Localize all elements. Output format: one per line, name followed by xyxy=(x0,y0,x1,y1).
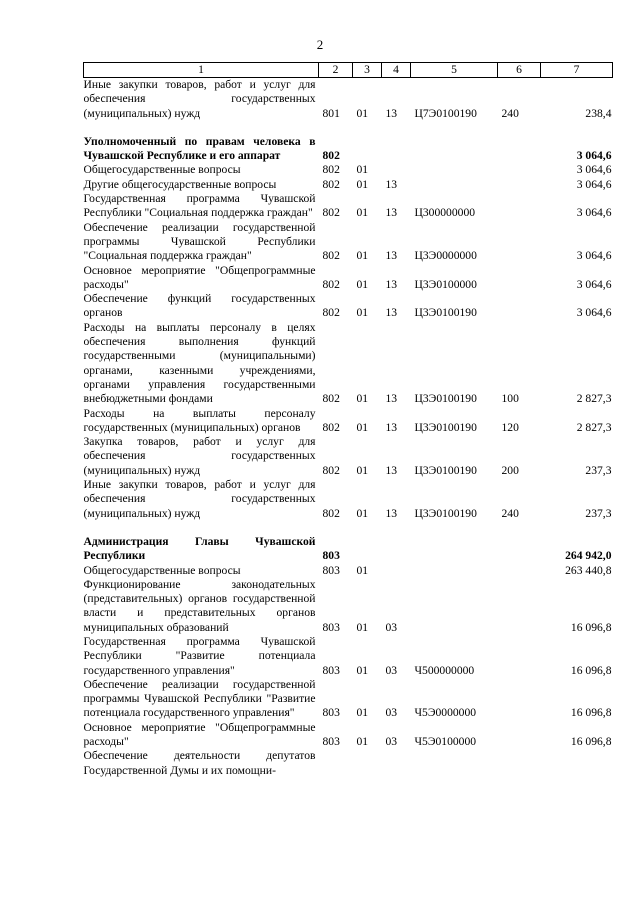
cell-expense-type xyxy=(498,221,541,264)
cell-expense-type xyxy=(498,721,541,750)
cell-name: Администрация Главы Чувашской Республики xyxy=(83,534,316,563)
cell-amount xyxy=(541,749,613,778)
cell-section: 01 xyxy=(356,663,369,677)
cell-subsection: 03 xyxy=(385,735,398,749)
cell-amount: 263 440,8 xyxy=(565,563,612,577)
header-col-5: 5 xyxy=(411,63,498,78)
spacer-row xyxy=(84,121,613,135)
cell-amount: 3 064,6 xyxy=(576,249,612,263)
cell-subsection: 03 xyxy=(385,620,398,634)
cell-chapter: 802 xyxy=(322,277,340,291)
cell-section: 01 xyxy=(356,420,369,434)
cell-target-article: Ц3Э0000000 xyxy=(414,249,477,263)
cell-chapter: 803 xyxy=(322,563,340,577)
cell-target-article: Ц3Э0100190 xyxy=(414,306,477,320)
cell-expense-type: 240 xyxy=(501,506,519,520)
cell-chapter: 803 xyxy=(322,620,340,634)
cell-section: 01 xyxy=(356,392,369,406)
table-row xyxy=(84,163,613,177)
cell-subsection: 13 xyxy=(385,106,398,120)
cell-name: Иные закупки товаров, работ и услуг для обеспечения государственных (муниципальных) нужд xyxy=(83,78,316,120)
cell-name: Обеспечение функций государственных органов xyxy=(83,292,316,320)
table-row xyxy=(84,78,613,121)
cell-chapter: 802 xyxy=(322,177,340,191)
cell-expense-type xyxy=(498,264,541,293)
cell-subsection: 13 xyxy=(385,177,398,191)
cell-section: 01 xyxy=(356,306,369,320)
cell-section xyxy=(353,535,382,564)
cell-name: Обеспечение реализации государственной программы Чувашской Республики "Социальная поддержка граждан" xyxy=(83,220,316,263)
table-row xyxy=(84,435,613,478)
table-row xyxy=(84,564,613,578)
cell-section: 01 xyxy=(356,463,369,477)
cell-expense-type xyxy=(498,192,541,221)
header-col-6: 6 xyxy=(498,63,541,78)
cell-name: Основное мероприятие "Общепрограммные расходы" xyxy=(83,720,316,749)
table-row xyxy=(84,578,613,635)
cell-name: Расходы на выплаты персоналу государственных (муниципальных) органов xyxy=(83,406,316,434)
cell-target-article xyxy=(411,535,498,564)
cell-section: 01 xyxy=(356,277,369,291)
cell-section: 01 xyxy=(356,563,369,577)
cell-chapter: 802 xyxy=(322,392,340,406)
cell-target-article xyxy=(411,578,498,635)
cell-name: Другие общегосударственные вопросы xyxy=(83,177,277,191)
cell-target-article: Ц7Э0100190 xyxy=(414,106,477,120)
cell-target-article xyxy=(411,749,498,778)
cell-expense-type xyxy=(498,535,541,564)
table-row xyxy=(84,678,613,721)
cell-amount: 3 064,6 xyxy=(576,149,612,163)
cell-expense-type: 240 xyxy=(501,106,519,120)
cell-section: 01 xyxy=(356,163,369,177)
cell-target-article: Ч5Э0100000 xyxy=(414,735,477,749)
cell-section: 01 xyxy=(356,177,369,191)
cell-amount: 16 096,8 xyxy=(570,620,612,634)
cell-section: 01 xyxy=(356,106,369,120)
cell-subsection xyxy=(382,535,411,564)
cell-chapter: 802 xyxy=(322,506,340,520)
cell-name: Основное мероприятие "Общепрограммные расходы" xyxy=(83,263,316,291)
header-col-4: 4 xyxy=(382,63,411,78)
cell-chapter: 802 xyxy=(322,149,340,163)
cell-name: Иные закупки товаров, работ и услуг для обеспечения государственных (муниципальных) нужд xyxy=(83,478,316,520)
cell-target-article xyxy=(411,178,498,192)
cell-amount: 238,4 xyxy=(585,106,612,120)
cell-section: 01 xyxy=(356,206,369,220)
cell-target-article: Ц3Э0100190 xyxy=(414,420,477,434)
cell-amount: 2 827,3 xyxy=(576,420,612,434)
cell-section: 01 xyxy=(356,249,369,263)
cell-subsection: 13 xyxy=(385,506,398,520)
cell-section xyxy=(353,135,382,164)
spacer-row xyxy=(84,521,613,535)
cell-subsection xyxy=(382,163,411,177)
cell-chapter: 802 xyxy=(322,206,340,220)
cell-amount: 3 064,6 xyxy=(576,177,612,191)
cell-subsection: 03 xyxy=(385,706,398,720)
cell-chapter: 802 xyxy=(322,249,340,263)
cell-chapter: 802 xyxy=(322,306,340,320)
cell-chapter: 802 xyxy=(322,163,340,177)
cell-section: 01 xyxy=(356,735,369,749)
cell-amount: 3 064,6 xyxy=(576,206,612,220)
cell-amount: 16 096,8 xyxy=(570,735,612,749)
cell-name: Закупка товаров, работ и услуг для обеспечения государственных (муниципальных) нужд xyxy=(83,435,316,477)
cell-expense-type: 120 xyxy=(501,420,519,434)
cell-target-article: Ц3Э0100190 xyxy=(414,463,477,477)
table-row xyxy=(84,321,613,407)
cell-subsection xyxy=(382,564,411,578)
table-row xyxy=(84,221,613,264)
cell-chapter: 803 xyxy=(322,706,340,720)
table-row xyxy=(84,635,613,678)
cell-subsection: 13 xyxy=(385,277,398,291)
cell-name: Обеспечение реализации государственной программы Чувашской Республики "Развитие потенциала государственного управления" xyxy=(83,677,316,720)
cell-expense-type: 200 xyxy=(501,463,519,477)
cell-expense-type xyxy=(498,635,541,678)
cell-subsection: 03 xyxy=(385,663,398,677)
cell-target-article xyxy=(411,135,498,164)
cell-subsection xyxy=(382,749,411,778)
cell-subsection: 13 xyxy=(385,306,398,320)
table-row xyxy=(84,721,613,750)
cell-chapter: 802 xyxy=(322,420,340,434)
page-number: 2 xyxy=(316,37,324,52)
spacer-cell xyxy=(84,121,613,135)
cell-chapter xyxy=(319,749,353,778)
cell-chapter: 801 xyxy=(322,106,340,120)
cell-section: 01 xyxy=(356,706,369,720)
cell-target-article: Ч5Э0000000 xyxy=(414,706,477,720)
cell-target-article: Ц3Э0100190 xyxy=(414,392,477,406)
table-header xyxy=(84,63,613,78)
spacer-cell xyxy=(84,521,613,535)
cell-expense-type xyxy=(498,135,541,164)
table-row xyxy=(84,192,613,221)
cell-chapter: 803 xyxy=(322,549,340,563)
cell-amount: 237,3 xyxy=(585,463,612,477)
cell-expense-type: 100 xyxy=(501,392,519,406)
cell-target-article: Ч500000000 xyxy=(414,663,475,677)
cell-section: 01 xyxy=(356,506,369,520)
cell-name: Государственная программа Чувашской Республики "Развитие потенциала государственного управления" xyxy=(83,634,316,677)
cell-target-article: Ц300000000 xyxy=(414,206,476,220)
cell-subsection: 13 xyxy=(385,420,398,434)
cell-name: Обеспечение деятельности депутатов Государственной Думы и их помощни- xyxy=(83,749,316,777)
cell-target-article xyxy=(411,163,498,177)
table-row xyxy=(84,178,613,192)
table-row xyxy=(84,264,613,293)
cell-expense-type xyxy=(498,749,541,778)
cell-expense-type xyxy=(498,678,541,721)
cell-section: 01 xyxy=(356,620,369,634)
cell-amount: 16 096,8 xyxy=(570,706,612,720)
cell-subsection: 13 xyxy=(385,206,398,220)
cell-section xyxy=(353,749,382,778)
table-body xyxy=(84,78,613,778)
cell-amount: 3 064,6 xyxy=(576,277,612,291)
table-row xyxy=(84,535,613,564)
cell-name: Государственная программа Чувашской Республики "Социальная поддержка граждан" xyxy=(83,192,316,220)
cell-name: Уполномоченный по правам человека в Чувашской Республике и его аппарат xyxy=(83,134,316,163)
cell-expense-type xyxy=(498,564,541,578)
header-col-7: 7 xyxy=(541,63,613,78)
cell-target-article: Ц3Э0100000 xyxy=(414,277,477,291)
cell-amount: 16 096,8 xyxy=(570,663,612,677)
cell-subsection xyxy=(382,135,411,164)
cell-chapter: 803 xyxy=(322,663,340,677)
cell-amount: 237,3 xyxy=(585,506,612,520)
table-row xyxy=(84,478,613,521)
cell-expense-type xyxy=(498,292,541,321)
cell-subsection: 13 xyxy=(385,463,398,477)
cell-chapter: 803 xyxy=(322,735,340,749)
header-col-1: 1 xyxy=(84,63,319,78)
cell-amount: 3 064,6 xyxy=(576,163,612,177)
cell-chapter: 802 xyxy=(322,463,340,477)
cell-target-article xyxy=(411,564,498,578)
cell-target-article: Ц3Э0100190 xyxy=(414,506,477,520)
cell-subsection: 13 xyxy=(385,249,398,263)
table-row xyxy=(84,292,613,321)
header-col-2: 2 xyxy=(319,63,353,78)
cell-expense-type xyxy=(498,163,541,177)
cell-expense-type xyxy=(498,578,541,635)
cell-name: Общегосударственные вопросы xyxy=(83,563,241,577)
header-row xyxy=(84,63,613,78)
budget-table xyxy=(83,62,613,778)
table-row xyxy=(84,135,613,164)
cell-name: Общегосударственные вопросы xyxy=(83,163,241,177)
cell-amount: 3 064,6 xyxy=(576,306,612,320)
cell-expense-type xyxy=(498,178,541,192)
cell-name: Функционирование законодательных (представительных) органов государственной власти и представительных органов муниципальных образований xyxy=(83,577,316,634)
table-row xyxy=(84,407,613,436)
cell-amount: 264 942,0 xyxy=(565,549,612,563)
cell-subsection: 13 xyxy=(385,392,398,406)
header-col-3: 3 xyxy=(353,63,382,78)
table-row xyxy=(84,749,613,778)
cell-name: Расходы на выплаты персоналу в целях обеспечения выполнения функций государственными (муниципальными) органами, казенными учреждениями, органами управления государственными внебюджетными фондами xyxy=(83,320,316,406)
cell-amount: 2 827,3 xyxy=(576,392,612,406)
